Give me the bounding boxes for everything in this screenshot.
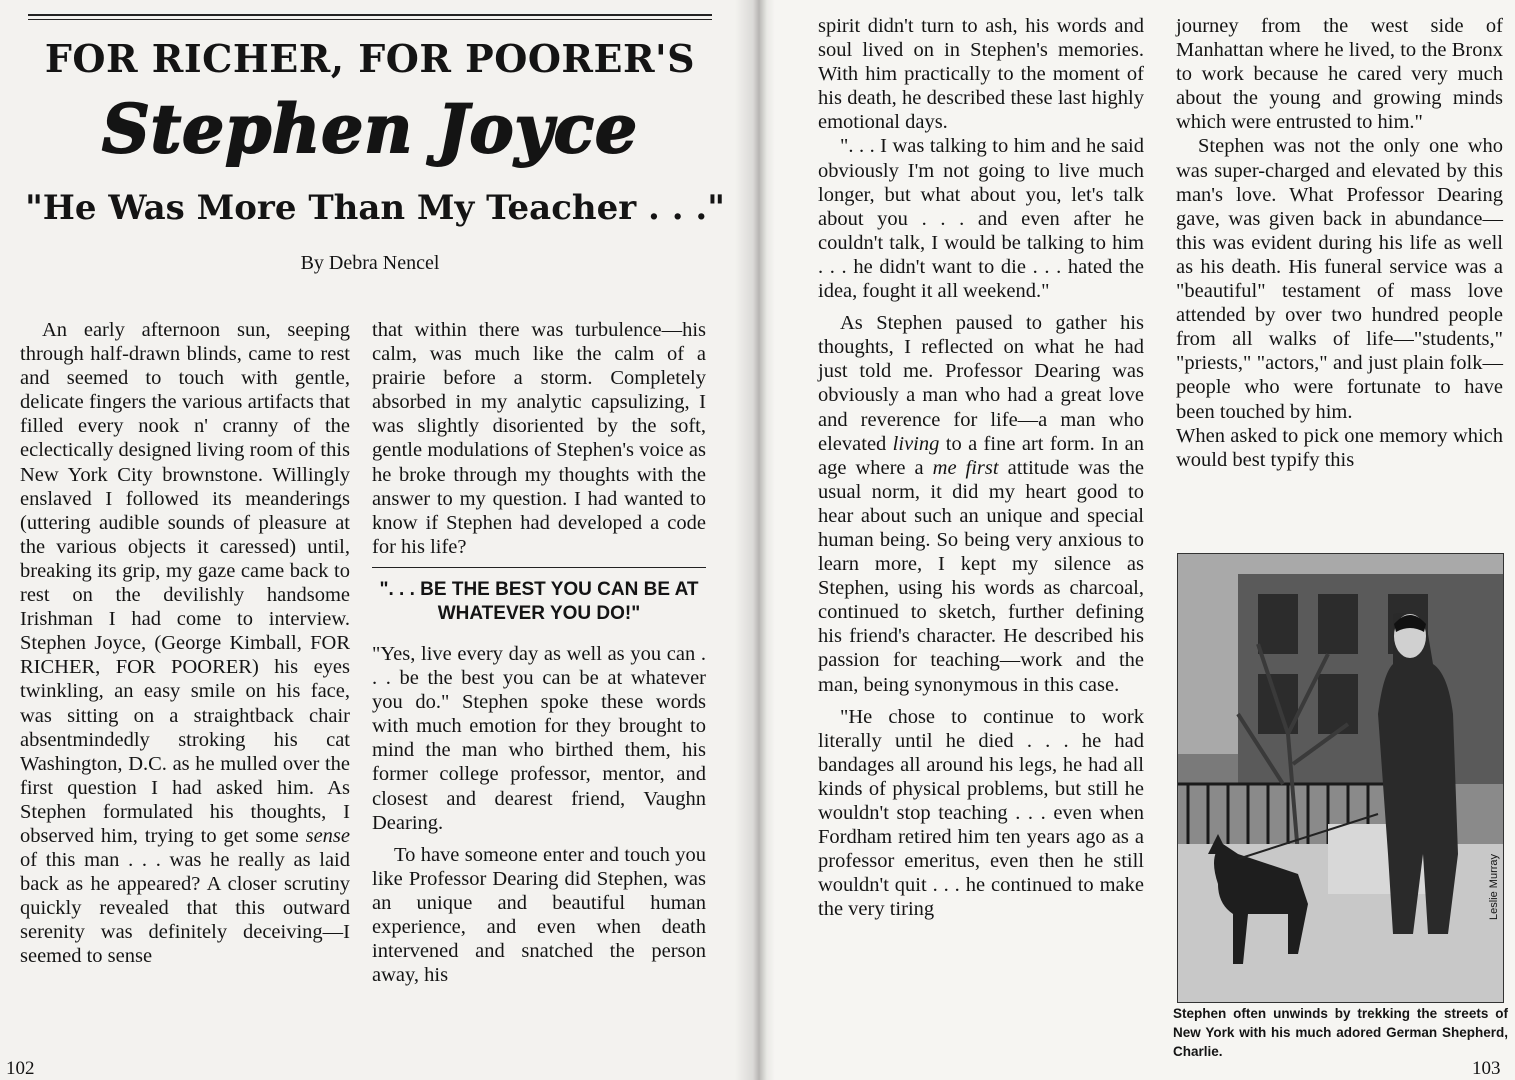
column-1 [20, 318, 350, 969]
article-kicker: FOR RICHER, FOR POORER'S [44, 36, 696, 81]
photo-caption: Stephen often unwinds by trekking the streets of New York with his much adored German Shepherd, Charlie. [1173, 1006, 1508, 1059]
column-3 [818, 14, 1144, 921]
paragraph: "He chose to continue to work literally until he died . . . he had bandages all around his legs, he had all kinds of physical problems, but still he wouldn't stop teaching . . . even when Fordham retired him ten years ago as a professor emeritus, even then he still wouldn't quit . . . he continued to make the very tiring [818, 705, 1144, 921]
paragraph: Stephen was not the only one who was super-charged and elevated by this man's love. What Professor Dearing gave, was given back in abundance—this was evident during his life as well as his death. His funeral service was a "beautiful" testament of mass love attended by over two hundred people from all walks of life—"students," "priests," "actors," and just plain folk—people who were fortunate to have been touched by him. [1176, 135, 1503, 423]
article-title: Stephen Joyce [101, 90, 638, 168]
paragraph: spirit didn't turn to ash, his words and soul lived on in Stephen's memories. With him practically to the moment of his death, he described these last highly emotional days. [818, 15, 1144, 134]
pull-quote: ". . . BE THE BEST YOU CAN BE AT WHATEVER YOU DO!" [379, 578, 699, 624]
top-rule-thin [28, 19, 712, 20]
paragraph: ". . . I was talking to him and he said obviously I'm not going to live much longer, but what about you, let's talk about you . . . and even after he couldn't talk, I would be talking to him . . . he didn't want to die . . . hated the idea, fought it all weekend." [818, 135, 1144, 303]
photo-stephen-with-dog [1177, 553, 1504, 1003]
page-number-left: 102 [6, 1058, 35, 1079]
paragraph: When asked to pick one memory which would best typify this [1176, 424, 1503, 471]
byline: By Debra Nencel [300, 252, 440, 274]
pull-quote-box [372, 567, 706, 626]
paragraph: As Stephen paused to gather his thoughts, I reflected on what he had just told me. Professor Dearing was obviously a man who had a great love and reverence for life—a man who elevated living to a fine art form. In an age where a me first attitude was the usual norm, it did my heart good to hear about such an unique and special human being. So being very anxious to learn more, I kept my silence as Stephen, using his words as charcoal, continued to sketch, further defining his friend's character. He described his passion for teaching—work and the man, being synonymous in this case. [818, 312, 1144, 696]
photo-credit: Leslie Murray [1488, 853, 1500, 920]
column-4 [1176, 14, 1503, 472]
paragraph: To have someone enter and touch you like Professor Dearing did Stephen, was an unique and beautiful human experience, and even when death intervened and snatched the person away, his [372, 843, 706, 987]
paragraph: journey from the west side of Manhattan where he lived, to the Bronx to work because he cared very much about the young and growing minds which were entrusted to him." [1176, 15, 1503, 134]
paragraph: An early afternoon sun, seeping through half-drawn blinds, came to rest and seemed to touch with gentle, delicate fingers the various artifacts that filled every nook n' cranny of the eclectically designed living room of this New York City brownstone. Willingly enslaved I followed its meanderings (uttering audible sounds of pleasure at the various objects it caressed) until, breaking its grip, my gaze came back to rest on the devilishly handsome Irishman I had come to interview. Stephen Joyce, (George Kimball, FOR RICHER, FOR POORER) his eyes twinkling, an easy smile on his face, was sitting on a straightback chair absentmindedly stroking his cat Washington, D.C. as he mulled over the first question I had asked him. As Stephen formulated his thoughts, I observed him, trying to get some sense of this man . . . was he really as laid back as he appeared? A closer scrutiny quickly revealed that this outward serenity was definitely deceiving—I seemed to sense [20, 319, 350, 968]
top-rule [28, 14, 712, 16]
photo-illustration [1178, 554, 1504, 1003]
binding-gutter [735, 0, 775, 1080]
article-subtitle: "He Was More Than My Teacher . . ." [25, 188, 725, 228]
paragraph: that within there was turbulence—his calm, was much like the calm of a prairie before a storm. Completely absorbed in my analytic capsulizing, I was slightly disoriented by the soft, gentle modulations of Stephen's voice as he broke through my thoughts with the answer to my question. I had wanted to know if Stephen had developed a code for his life? [372, 319, 706, 558]
page-number-right: 103 [1472, 1058, 1501, 1079]
column-2 [372, 318, 706, 987]
paragraph: "Yes, live every day as well as you can . . . be the best you can be at whatever you do." Stephen spoke these words with much emotion for they brought to mind the man who birthed them, his former college professor, mentor, and closest and dearest friend, Vaughn Dearing. [372, 642, 706, 834]
